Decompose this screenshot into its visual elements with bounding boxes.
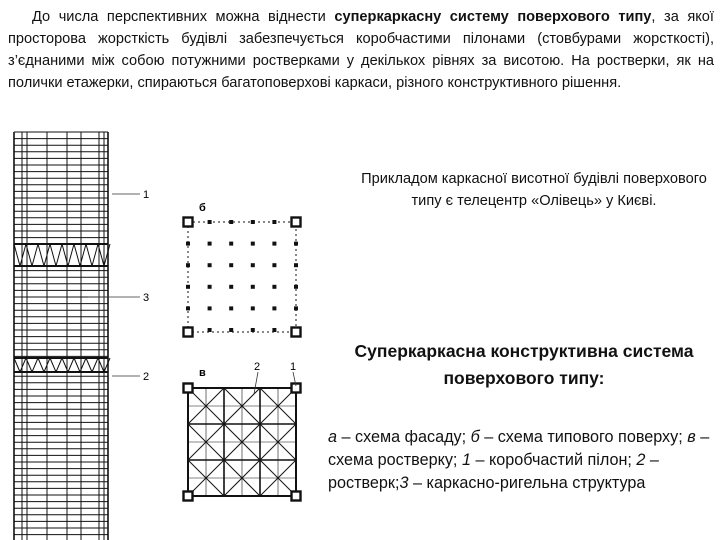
column-dot xyxy=(272,285,276,289)
facade-label-2: 2 xyxy=(143,371,150,383)
grillage-plan xyxy=(184,384,301,501)
column-dot xyxy=(229,220,233,224)
pylon-box xyxy=(184,328,193,337)
column-dot xyxy=(208,220,212,224)
grillage-diagonal xyxy=(86,358,92,372)
column-dot xyxy=(186,306,190,310)
caption-text: – коробчастий пілон; xyxy=(470,451,637,469)
grillage-diagonal xyxy=(38,358,44,372)
plan-v-label-1: 1 xyxy=(290,361,297,373)
superframe-diagram xyxy=(0,118,330,540)
column-dot xyxy=(208,328,212,332)
column-dot xyxy=(186,263,190,267)
grillage-diagonal xyxy=(104,244,110,266)
column-dot xyxy=(251,285,255,289)
pylon-box xyxy=(292,328,301,337)
pylon-box xyxy=(184,384,193,393)
grillage-diagonal xyxy=(74,244,80,266)
facade-label-1: 1 xyxy=(143,189,150,201)
grillage-diagonal xyxy=(50,244,56,266)
grillage-diagonal xyxy=(14,244,20,266)
pylon-box xyxy=(292,218,301,227)
column-dot xyxy=(272,263,276,267)
column-dot xyxy=(208,285,212,289)
column-dot xyxy=(208,306,212,310)
intro-term-bold: суперкаркасну систему поверхового типу xyxy=(334,9,652,25)
grillage-diagonal xyxy=(56,244,62,266)
caption-key: а xyxy=(328,428,338,446)
grillage-diagonal xyxy=(74,358,80,372)
caption-key: в xyxy=(687,428,696,446)
grillage-diagonal xyxy=(38,244,44,266)
column-dot xyxy=(294,263,298,267)
caption-key: 1 xyxy=(461,451,471,469)
caption-key: 2 xyxy=(636,451,646,469)
plan-v-label: в xyxy=(199,367,206,379)
caption-text: – схема фасаду; xyxy=(337,428,471,446)
column-dot xyxy=(229,242,233,246)
column-dot xyxy=(229,263,233,267)
caption-key: 3 xyxy=(399,474,409,492)
caption-text: – схема типового поверху; xyxy=(479,428,688,446)
pylon-box xyxy=(184,218,193,227)
column-dot xyxy=(186,242,190,246)
grillage-diagonal xyxy=(86,244,92,266)
plan-b-label: б xyxy=(199,202,206,214)
column-dot xyxy=(251,220,255,224)
column-dot xyxy=(229,328,233,332)
column-dot xyxy=(208,242,212,246)
intro-paragraph xyxy=(8,6,714,94)
example-text: Прикладом каркасної висотної будівлі поверхового типу є телецентр «Олівець» у Києві. xyxy=(361,171,707,209)
grillage-diagonal xyxy=(104,358,110,372)
column-dot xyxy=(186,285,190,289)
column-dot xyxy=(272,242,276,246)
column-dot xyxy=(294,306,298,310)
grillage-diagonal xyxy=(20,358,26,372)
intro-text-rest: , за якої просторова жорсткість будівлі забезпечується коробчастими пілонами (стовбурами жорсткості), з’єднаними між собою потужними ростверками у декількох рівнях за висотою. На ростверки, як на полички етажерки, спираються багатоповерхові каркаси, різного конструктивного рішення. xyxy=(8,9,714,91)
figure-caption xyxy=(328,426,718,495)
grillage-diagonal xyxy=(92,244,98,266)
grillage-diagonal xyxy=(68,358,74,372)
grillage-diagonal xyxy=(56,358,62,372)
column-dot xyxy=(251,242,255,246)
column-dot xyxy=(294,242,298,246)
column-dot xyxy=(208,263,212,267)
pylon-box xyxy=(292,492,301,501)
intro-text-start: До числа перспективних можна віднести xyxy=(32,9,335,25)
grillage-diagonal xyxy=(32,244,38,266)
facade-leaders xyxy=(88,194,140,376)
column-dot xyxy=(251,328,255,332)
column-dot xyxy=(294,285,298,289)
grillage-diagonal xyxy=(50,358,56,372)
column-dot xyxy=(272,306,276,310)
grillage-diagonal xyxy=(68,244,74,266)
column-dot xyxy=(251,306,255,310)
floor-outline xyxy=(188,222,296,332)
plan-v-label-2: 2 xyxy=(254,361,261,373)
grillage-diagonal xyxy=(14,358,20,372)
grillage-diagonal xyxy=(92,358,98,372)
facade-scheme xyxy=(14,132,110,540)
column-dot xyxy=(272,328,276,332)
column-dot xyxy=(272,220,276,224)
typical-floor-plan xyxy=(184,218,301,337)
grillage-diagonal xyxy=(20,244,26,266)
caption-text: – схема ростверку; xyxy=(328,428,710,469)
caption-key: б xyxy=(470,428,480,446)
figure-title: Суперкаркасна конструктивна система поверхового типу: xyxy=(354,341,694,388)
column-dot xyxy=(251,263,255,267)
caption-text: – каркасно-ригельна структура xyxy=(408,474,646,492)
column-dot xyxy=(229,306,233,310)
column-dot xyxy=(229,285,233,289)
pylon-box xyxy=(184,492,193,501)
facade-label-3: 3 xyxy=(143,292,150,304)
caption-text: – ростверк; xyxy=(328,451,659,492)
grillage-diagonal xyxy=(32,358,38,372)
